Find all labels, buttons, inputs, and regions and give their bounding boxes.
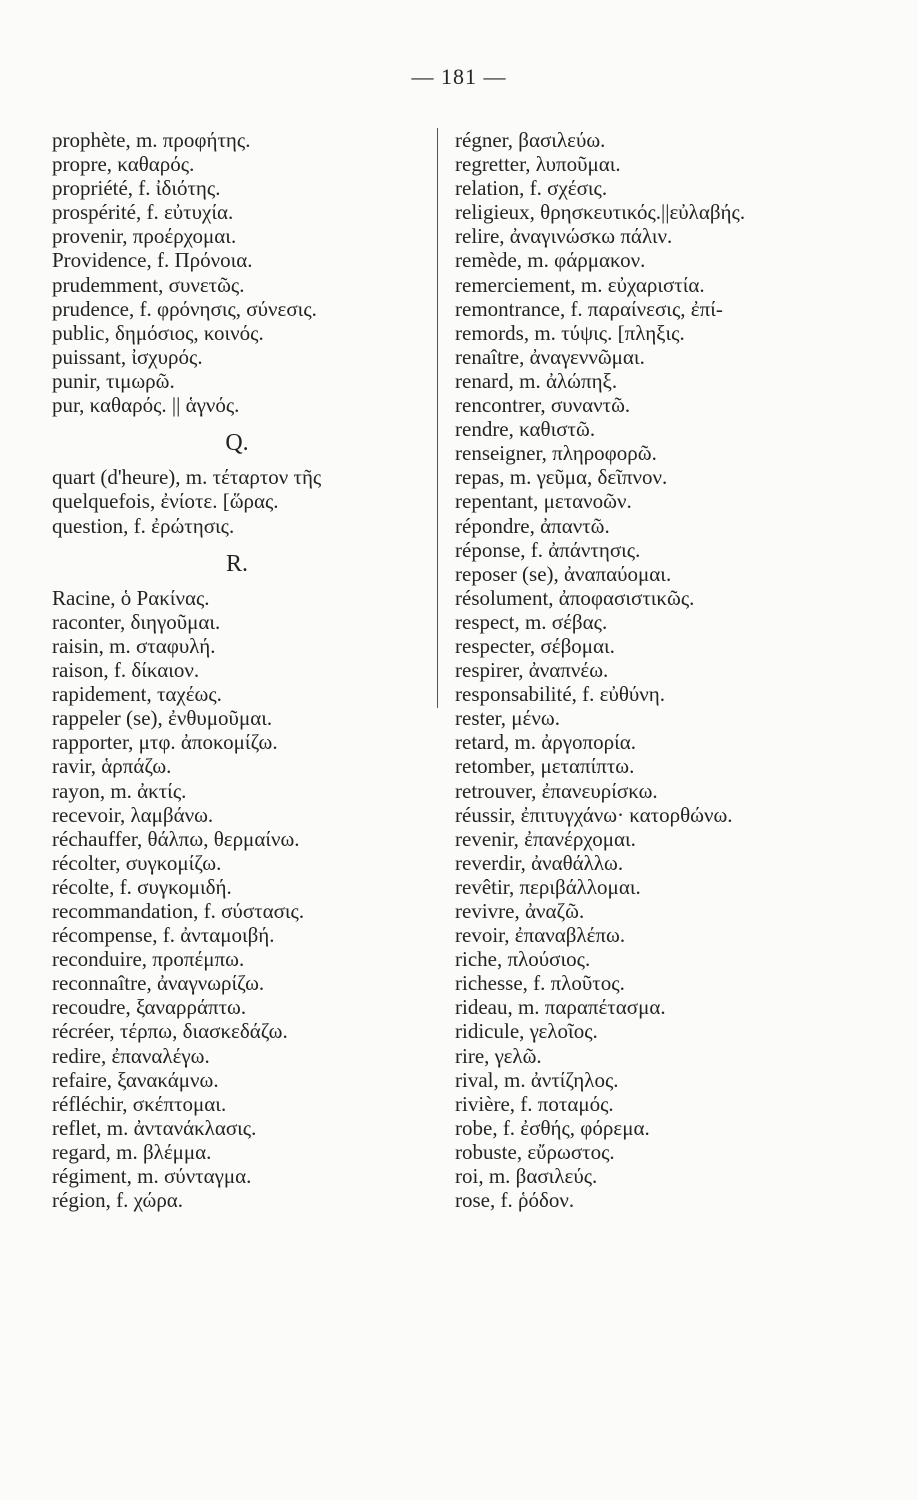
dictionary-entry: retomber, μεταπίπτω. — [455, 754, 635, 779]
dictionary-entry: recoudre, ξαναρράπτω. — [52, 995, 247, 1020]
dictionary-entry: puissant, ἰσχυρός. — [52, 344, 203, 369]
dictionary-entry: remède, m. φάρμακον. — [455, 248, 646, 273]
section-letter — [52, 417, 422, 465]
dictionary-entry: raconter, διηγοῦμαι. — [52, 609, 221, 634]
dictionary-entry: rapporter, μτφ. ἀποκομίζω. — [52, 730, 278, 755]
dictionary-entry: rayon, m. ἀκτίς. — [52, 778, 187, 803]
dictionary-entry: prudence, f. φρόνησις, σύνεσις. — [52, 296, 317, 321]
dictionary-entry: récolte, f. συγκομιδή. — [52, 874, 232, 899]
dictionary-entry: repentant, μετανοῶν. — [455, 489, 632, 514]
left-column — [52, 128, 422, 1212]
dictionary-entry: rose, f. ῥόδον. — [455, 1188, 575, 1213]
dictionary-entry: redire, ἐπαναλέγω. — [52, 1043, 210, 1068]
dictionary-entry: remerciement, m. εὐχαριστία. — [455, 272, 705, 297]
dictionary-entry: repas, m. γεῦμα, δεῖπνον. — [455, 465, 668, 490]
dictionary-entry: relire, ἀναγινώσκω πάλιν. — [455, 224, 673, 249]
dictionary-entry: revenir, ἐπανέρχομαι. — [455, 826, 636, 851]
dictionary-entry: respect, m. σέβας. — [455, 609, 608, 634]
dictionary-entry: renseigner, πληροφορῶ. — [455, 441, 657, 466]
dictionary-entry: réponse, f. ἀπάντησις. — [455, 537, 641, 562]
column-divider — [437, 128, 438, 708]
dictionary-entry: rival, m. ἀντίζηλος. — [455, 1067, 619, 1092]
dictionary-entry: renaître, ἀναγεννῶμαι. — [455, 344, 645, 369]
dictionary-entry: rapidement, ταχέως. — [52, 682, 222, 707]
dictionary-entry: reconduire, προπέμπω. — [52, 947, 245, 972]
dictionary-entry: revoir, ἐπαναβλέπω. — [455, 923, 626, 948]
dictionary-entry: rencontrer, συναντῶ. — [455, 393, 631, 418]
dictionary-entry: roi, m. βασιλεύς. — [455, 1164, 598, 1189]
dictionary-entry: respirer, ἀναπνέω. — [455, 658, 609, 683]
dictionary-entry: renard, m. ἀλώπηξ. — [455, 368, 618, 393]
dictionary-entry: ridicule, γελοῖος. — [455, 1019, 598, 1044]
dictionary-entry: reflet, m. ἀντανάκλασις. — [52, 1115, 257, 1140]
dictionary-entry: région, f. χώρα. — [52, 1188, 184, 1213]
dictionary-entry: refaire, ξανακάμνω. — [52, 1067, 219, 1092]
dictionary-entry: pur, καθαρός. || ἁγνός. — [52, 393, 240, 418]
section-letter-label: Q. — [225, 430, 249, 457]
dictionary-entry: regretter, λυποῦμαι. — [455, 152, 621, 177]
dictionary-entry: retard, m. ἀργοπορία. — [455, 730, 637, 755]
dictionary-entry: propre, καθαρός. — [52, 152, 195, 177]
dictionary-entry: punir, τιμωρῶ. — [52, 368, 175, 393]
dictionary-entry: rappeler (se), ἐνθυμοῦμαι. — [52, 706, 273, 731]
dictionary-entry: provenir, προέρχομαι. — [52, 224, 237, 249]
page-number: — 181 — — [411, 64, 507, 89]
dictionary-entry: prophète, m. προφήτης. — [52, 128, 251, 152]
dictionary-entry: responsabilité, f. εὐθύνη. — [455, 682, 666, 707]
dictionary-entry: réchauffer, θάλπω, θερμαίνω. — [52, 826, 300, 851]
dictionary-entry: propriété, f. ἰδιότης. — [52, 176, 221, 201]
dictionary-entry: richesse, f. πλοῦτος. — [455, 971, 625, 996]
dictionary-entry: rire, γελῶ. — [455, 1043, 542, 1068]
dictionary-entry: recevoir, λαμβάνω. — [52, 802, 214, 827]
dictionary-entry: ravir, ἁρπάζω. — [52, 754, 172, 779]
dictionary-entry: robe, f. ἐσθής, φόρεμα. — [455, 1115, 650, 1140]
dictionary-entry: regard, m. βλέμμα. — [52, 1139, 212, 1164]
dictionary-entry: raison, f. δίκαιον. — [52, 658, 200, 683]
dictionary-entry: récompense, f. ἀνταμοιβή. — [52, 923, 275, 948]
dictionary-entry: remords, m. τύψις. [πληξις. — [455, 320, 685, 345]
right-column — [455, 128, 875, 1212]
dictionary-entry: revivre, ἀναζῶ. — [455, 899, 585, 923]
dictionary-entry: rendre, καθιστῶ. — [455, 417, 596, 442]
dictionary-entry: retrouver, ἐπανευρίσκω. — [455, 778, 658, 803]
dictionary-entry: Providence, f. Πρόνοια. — [52, 248, 253, 273]
dictionary-entry: raisin, m. σταφυλή. — [52, 633, 216, 658]
dictionary-entry: reverdir, ἀναθάλλω. — [455, 850, 624, 875]
dictionary-entry: quelquefois, ἐνίοτε. [ὥρας. — [52, 489, 279, 514]
section-letter-label: R. — [225, 550, 248, 577]
dictionary-entry: religieux, θρησκευτικός.||εὐλαβής. — [455, 200, 746, 225]
dictionary-entry: prudemment, συνετῶς. — [52, 272, 245, 297]
dictionary-entry: réussir, ἐπιτυγχάνω· κατορθώνω. — [455, 802, 733, 827]
dictionary-entry: quart (d'heure), m. τέταρτον τῆς — [52, 465, 322, 490]
dictionary-entry: question, f. ἐρώτησις. — [52, 513, 235, 538]
dictionary-entry: respecter, σέβομαι. — [455, 633, 615, 658]
dictionary-entry: régner, βασιλεύω. — [455, 128, 606, 152]
dictionary-entry: résolument, ἀποφασιστικῶς. — [455, 585, 695, 610]
dictionary-entry: riche, πλούσιος. — [455, 947, 591, 972]
dictionary-entry: reposer (se), ἀναπαύομαι. — [455, 561, 672, 586]
section-letter — [52, 538, 422, 586]
dictionary-entry: recommandation, f. σύστασις. — [52, 899, 305, 923]
dictionary-entry: rideau, m. παραπέτασμα. — [455, 995, 666, 1020]
dictionary-entry: rivière, f. ποταμός. — [455, 1091, 614, 1116]
dictionary-entry: prospérité, f. εὐτυχία. — [52, 200, 234, 225]
dictionary-entry: robuste, εὔρωστος. — [455, 1139, 615, 1164]
dictionary-entry: remontrance, f. παραίνεσις, ἐπί- — [455, 296, 723, 321]
dictionary-entry: régiment, m. σύνταγμα. — [52, 1164, 252, 1189]
dictionary-entry: revêtir, περιβάλλομαι. — [455, 874, 641, 899]
dictionary-entry: Racine, ὁ Ρακίνας. — [52, 585, 210, 610]
dictionary-entry: relation, f. σχέσις. — [455, 176, 608, 201]
dictionary-entry: répondre, ἀπαντῶ. — [455, 513, 610, 538]
dictionary-entry: public, δημόσιος, κοινός. — [52, 320, 264, 345]
dictionary-entry: réfléchir, σκέπτομαι. — [52, 1091, 227, 1116]
dictionary-entry: récolter, συγκομίζω. — [52, 850, 222, 875]
dictionary-entry: reconnaître, ἀναγνωρίζω. — [52, 971, 265, 996]
dictionary-entry: rester, μένω. — [455, 706, 560, 731]
dictionary-entry: récréer, τέρπω, διασκεδάζω. — [52, 1019, 288, 1044]
